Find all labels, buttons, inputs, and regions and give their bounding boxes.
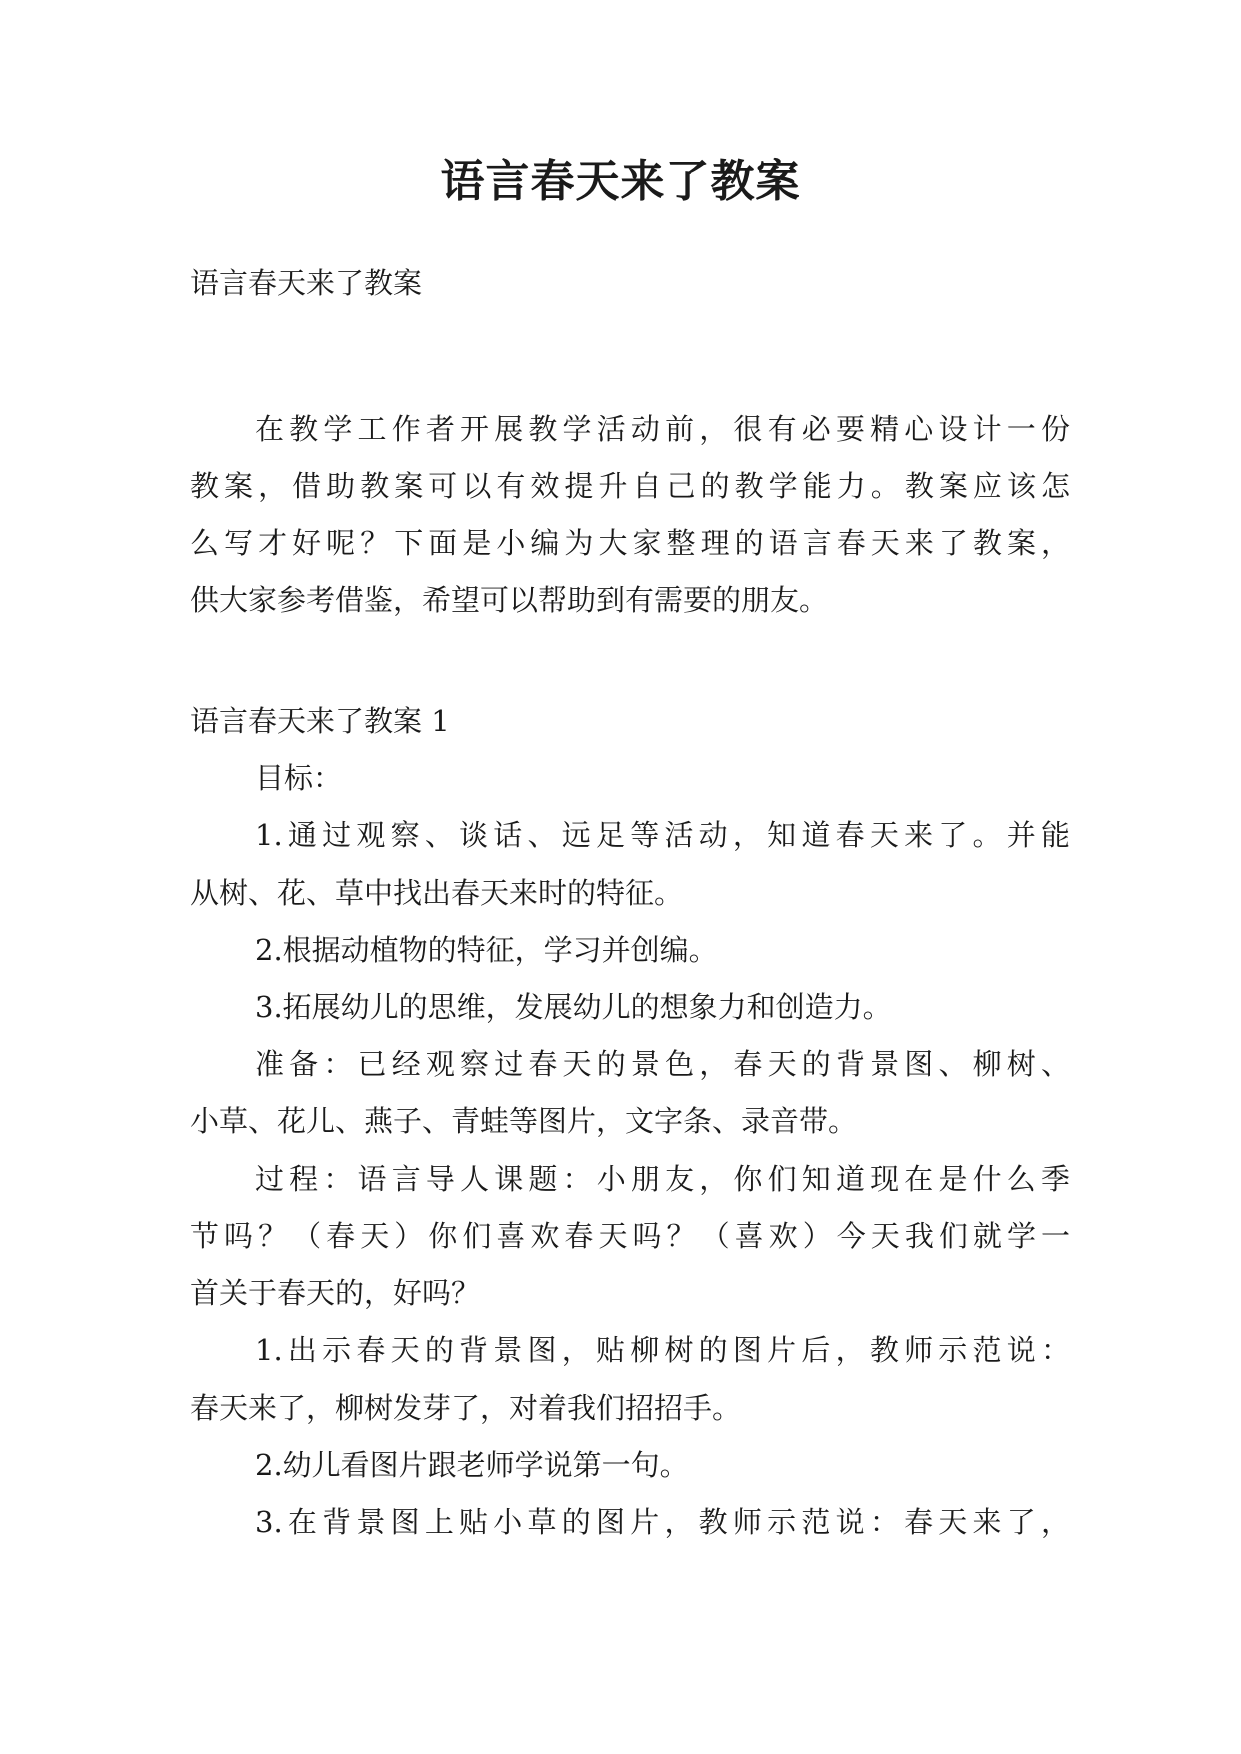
body-line: 2.根据动植物的特征，学习并创编。 xyxy=(255,933,718,967)
body-line: 3.在背景图上贴小草的图片，教师示范说：春天来了， xyxy=(255,1505,1070,1539)
body-line: 1.出示春天的背景图，贴柳树的图片后，教师示范说： xyxy=(255,1333,1070,1367)
body-line: 从树、花、草中找出春天来时的特征。 xyxy=(190,876,684,910)
body-line: 3.拓展幼儿的思维，发展幼儿的想象力和创造力。 xyxy=(255,990,892,1024)
intro-line: 在教学工作者开展教学活动前，很有必要精心设计一份 xyxy=(255,412,1070,446)
intro-line: 么写才好呢？下面是小编为大家整理的语言春天来了教案， xyxy=(190,526,1070,560)
intro-line: 供大家参考借鉴，希望可以帮助到有需要的朋友。 xyxy=(190,583,829,617)
body-line: 准备：已经观察过春天的景色，春天的背景图、柳树、 xyxy=(255,1047,1070,1081)
body-line: 小草、花儿、燕子、青蛙等图片，文字条、录音带。 xyxy=(190,1104,858,1138)
section-heading: 语言春天来了教案 1 xyxy=(190,704,450,738)
body-line: 首关于春天的，好吗？ xyxy=(190,1276,481,1310)
body-line: 2.幼儿看图片跟老师学说第一句。 xyxy=(255,1448,689,1482)
body-line: 节吗？（春天）你们喜欢春天吗？（喜欢）今天我们就学一 xyxy=(190,1219,1070,1253)
document-title: 语言春天来了教案 xyxy=(440,156,801,207)
body-line: 过程：语言导人课题：小朋友，你们知道现在是什么季 xyxy=(255,1162,1070,1196)
document-subtitle: 语言春天来了教案 xyxy=(190,266,423,300)
body-line: 春天来了，柳树发芽了，对着我们招招手。 xyxy=(190,1391,742,1425)
body-line: 1.通过观察、谈话、远足等活动，知道春天来了。并能 xyxy=(255,818,1070,852)
body-line: 目标： xyxy=(255,761,343,795)
intro-line: 教案，借助教案可以有效提升自己的教学能力。教案应该怎 xyxy=(190,469,1070,503)
